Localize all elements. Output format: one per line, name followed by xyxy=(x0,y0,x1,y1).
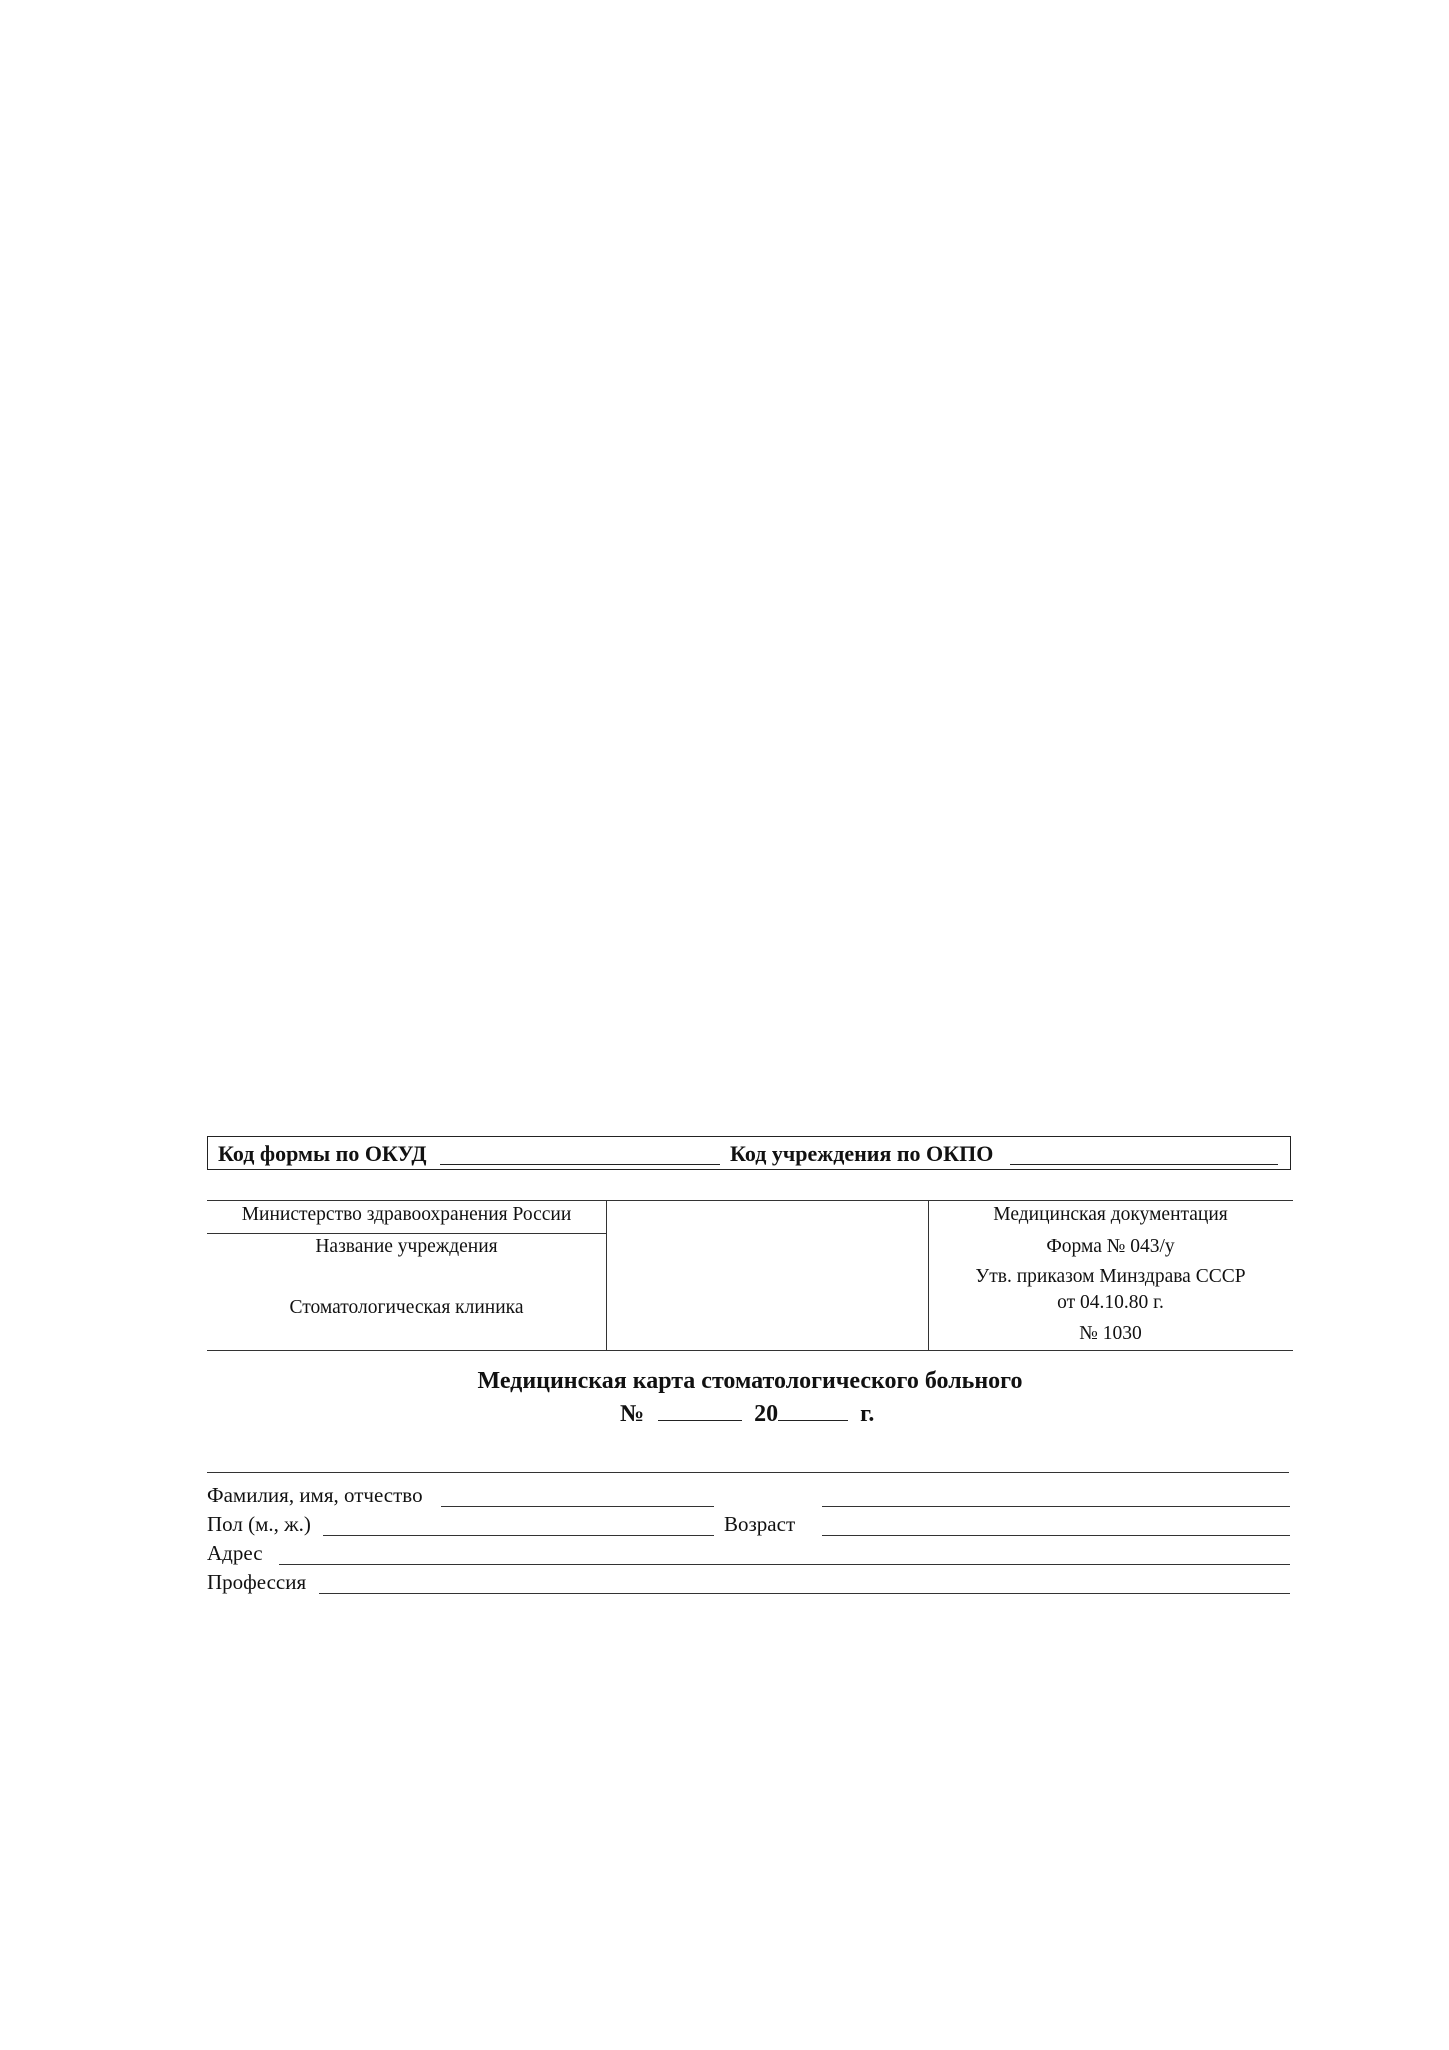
full-name-field-extra[interactable] xyxy=(822,1506,1290,1507)
ministry-name: Министерство здравоохранения России xyxy=(241,1204,572,1225)
header-bottom-border xyxy=(207,1350,1293,1351)
okpo-field[interactable] xyxy=(1010,1164,1278,1165)
age-field[interactable] xyxy=(822,1535,1290,1536)
header-divider-left xyxy=(606,1200,607,1350)
okud-label: Код формы по ОКУД xyxy=(218,1141,427,1166)
profession-field[interactable] xyxy=(319,1593,1290,1594)
approval-order-line2: от 04.10.80 г. xyxy=(1057,1292,1164,1313)
institution-name-label: Название учреждения xyxy=(315,1236,498,1257)
card-number-field[interactable] xyxy=(658,1400,742,1421)
med-docs-label: Медицинская документация xyxy=(993,1204,1228,1225)
sex-field[interactable] xyxy=(323,1535,714,1536)
number-sign: № xyxy=(620,1401,645,1427)
card-number-row xyxy=(620,1400,874,1428)
year-field[interactable] xyxy=(778,1400,848,1421)
form-number: Форма № 043/у xyxy=(1046,1236,1175,1257)
institution-value: Стоматологическая клиника xyxy=(289,1297,524,1318)
separator-line xyxy=(207,1472,1289,1473)
document-title: Медицинская карта стоматологического больного xyxy=(477,1368,1023,1394)
full-name-field[interactable] xyxy=(441,1506,714,1507)
age-label: Возраст xyxy=(724,1512,796,1536)
okud-field[interactable] xyxy=(440,1164,720,1165)
order-number: № 1030 xyxy=(1079,1323,1142,1344)
profession-label: Профессия xyxy=(207,1570,307,1594)
full-name-label: Фамилия, имя, отчество xyxy=(207,1483,423,1507)
approval-order-line1: Утв. приказом Минздрава СССР xyxy=(975,1266,1246,1287)
year-prefix: 20 xyxy=(754,1401,779,1427)
address-field[interactable] xyxy=(279,1564,1290,1565)
year-suffix: г. xyxy=(860,1401,875,1427)
header-top-border xyxy=(207,1200,1293,1201)
sex-label: Пол (м., ж.) xyxy=(207,1512,311,1536)
okpo-label: Код учреждения по ОКПО xyxy=(730,1141,994,1166)
header-left-separator xyxy=(207,1233,606,1234)
address-label: Адрес xyxy=(207,1541,263,1565)
form-codes-box xyxy=(207,1136,1291,1170)
